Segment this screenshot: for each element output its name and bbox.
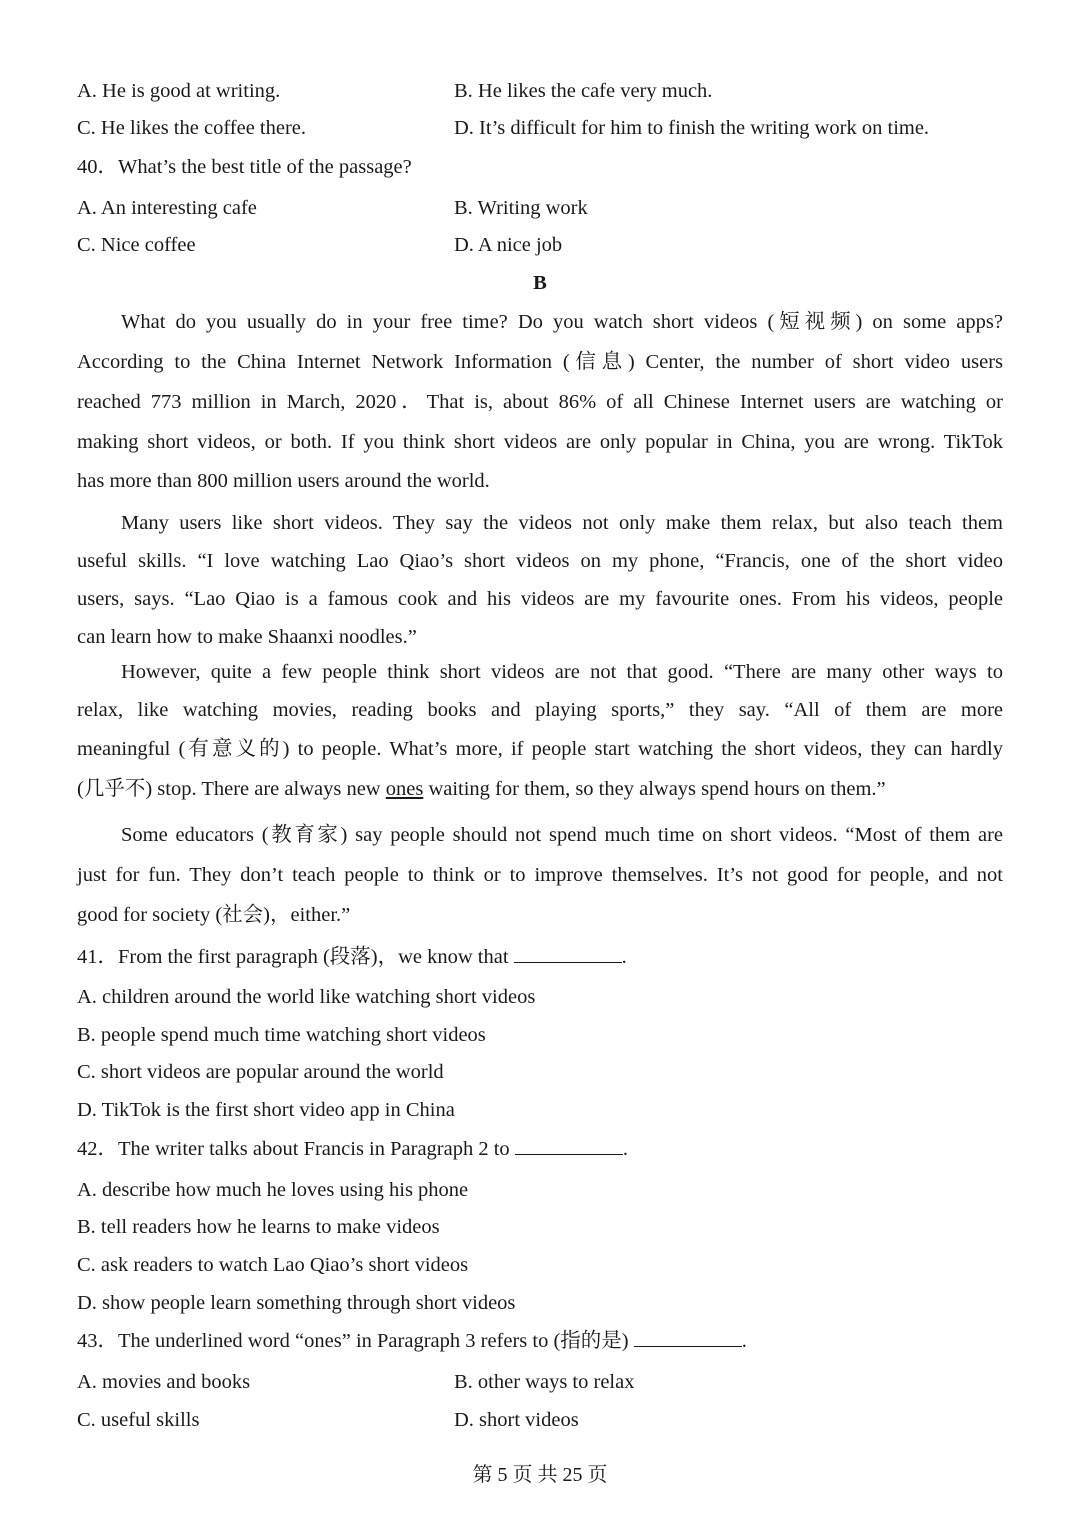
paragraph-line: making short videos, or both. If you think short videos are only popular in China, you are wrong. TikTok [77,431,1003,453]
answer-blank [634,1328,742,1347]
paragraph-line: Many users like short videos. They say the videos not only make them relax, but also teach them [121,512,1003,534]
q39-option-d: D. It’s difficult for him to finish the writing work on time. [454,117,930,139]
q40-option-b: B. Writing work [454,197,588,219]
underlined-word: ones [385,778,424,800]
q39-options-row-1 [77,76,1003,106]
q43-options-row-1 [77,1367,1003,1397]
paragraph-line: relax, like watching movies, reading books and playing sports,” they say. “All of them are more [77,699,1003,721]
passage-paragraph-4 [77,815,1003,935]
q41-option-c: C. short videos are popular around the world [77,1061,444,1083]
passage-paragraph-2 [77,504,1003,656]
q43-options-row-2 [77,1405,1003,1435]
paragraph-line: users, says. “Lao Qiao is a famous cook and his videos are my favourite ones. From his videos, people [77,588,1003,610]
paragraph-line: meaningful (有意义的) to people. What’s more, if people start watching the short videos, they can hardly [77,738,1003,760]
paragraph-line-with-underline: (几乎不) stop. There are always new ones waiting for them, so they always spend hours on them.” [77,778,886,800]
paragraph-line: reached 773 million in March, 2020．That is, about 86% of all Chinese Internet users are watching or [77,391,1003,413]
answer-blank [514,944,622,963]
q40-question: 40．What’s the best title of the passage? [77,156,412,178]
q42-option-c: C. ask readers to watch Lao Qiao’s short videos [77,1254,469,1276]
q41-option-a: A. children around the world like watching short videos [77,986,536,1008]
q40-option-a: A. An interesting cafe [77,197,257,219]
answer-blank [515,1136,623,1155]
passage-paragraph-1 [77,302,1003,500]
paragraph-line: However, quite a few people think short videos are not that good. “There are many other ways to [121,661,1003,683]
q43-option-c: C. useful skills [77,1409,200,1431]
q41-option-d: D. TikTok is the first short video app in China [77,1099,455,1121]
paragraph-line: can learn how to make Shaanxi noodles.” [77,626,417,648]
paragraph-line: useful skills. “I love watching Lao Qiao’s short videos on my phone, “Francis, one of the short video [77,550,1003,572]
q41-question: 41．From the first paragraph (段落)，we know that . [77,946,627,968]
q43-option-d: D. short videos [454,1409,579,1431]
q39-options-row-2 [77,113,1003,143]
q41-option-b: B. people spend much time watching short videos [77,1024,486,1046]
paragraph-line: What do you usually do in your free time? Do you watch short videos (短视频) on some apps? [121,311,1003,333]
q42-question: 42．The writer talks about Francis in Paragraph 2 to . [77,1138,628,1160]
q39-option-c: C. He likes the coffee there. [77,117,307,139]
q39-option-a: A. He is good at writing. [77,80,281,102]
passage-paragraph-3 [77,653,1003,809]
paragraph-line: just for fun. They don’t teach people to think or to improve themselves. It’s not good for people, and not [77,864,1003,886]
paragraph-line: good for society (社会)，either.” [77,904,351,926]
q43-option-a: A. movies and books [77,1371,251,1393]
q39-option-b: B. He likes the cafe very much. [454,80,713,102]
q40-options-row-1 [77,193,1003,223]
q43-option-b: B. other ways to relax [454,1371,635,1393]
q40-option-d: D. A nice job [454,234,563,256]
q40-options-row-2 [77,230,1003,260]
q43-question: 43．The underlined word “ones” in Paragraph 3 refers to (指的是) . [77,1330,747,1352]
paragraph-line: According to the China Internet Network Information (信息) Center, the number of short video users [77,351,1003,373]
section-title: B [533,272,547,294]
q40-option-c: C. Nice coffee [77,234,196,256]
q42-option-d: D. show people learn something through short videos [77,1292,516,1314]
paragraph-line: Some educators (教育家) say people should not spend much time on short videos. “Most of them are [121,824,1003,846]
paragraph-line: has more than 800 million users around the world. [77,470,490,492]
q42-option-b: B. tell readers how he learns to make videos [77,1216,440,1238]
page-number-footer: 第 5 页 共 25 页 [472,1464,608,1486]
q42-option-a: A. describe how much he loves using his phone [77,1179,469,1201]
